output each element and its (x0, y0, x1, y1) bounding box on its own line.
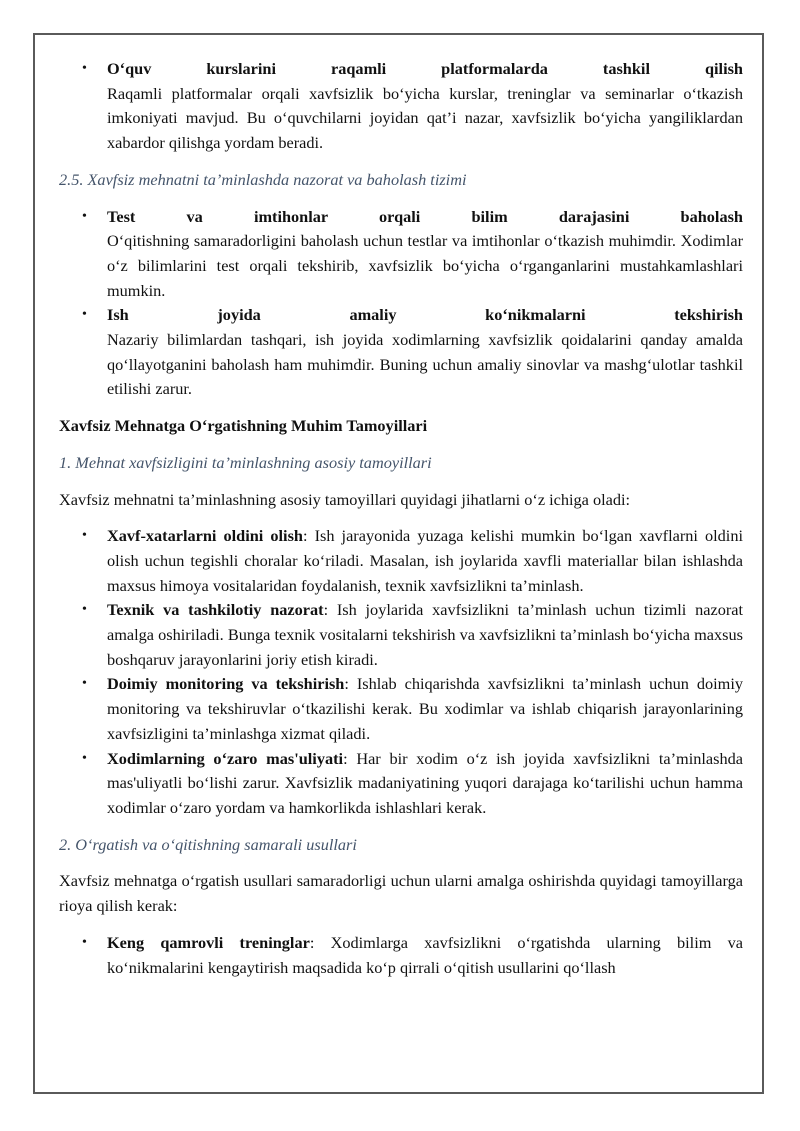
digital-platform-list (59, 57, 743, 156)
assessment-list (59, 205, 743, 403)
section-intro: Xavfsiz mehnatni ta’minlashning asosiy tamoyillari quyidagi jihatlarni o‘z ichiga oladi: (59, 489, 631, 509)
list-item-term: Xodimlarning o‘zaro mas'uliyati (107, 748, 344, 768)
principles-list (59, 524, 743, 820)
list-item-text: : Har bir xodim o‘z ish joyida xavfsizlikni ta’minlashda mas'uliyatli bo‘lishi zarur. Xavfsizlik madaniyatining yuqori darajaga ko‘tarilishi uchun hamma xodimlar o‘zaro yordam va hamkorlikda ishlashlari kerak. (107, 748, 743, 817)
list-item-term: Keng qamrovli treninglar (107, 932, 310, 952)
list-item (107, 598, 743, 672)
list-item (107, 57, 743, 156)
document-content (59, 57, 743, 980)
section-intro: Xavfsiz mehnatga o‘rgatish usullari samaradorligi uchun ularni amalga oshirishda quyidagi tamoyillarga rioya qilish kerak: (59, 871, 743, 916)
list-item-text: : Ish jarayonida yuzaga kelishi mumkin bo‘lgan xavflarni oldini olish uchun tegishli choralar ko‘riladi. Masalan, ish joylarida xavfli materiallar bilan ishlashda maxsus himoya vositalaridan foydalanish, texnik xavfsizlikni ta’minlash. (107, 526, 743, 595)
list-item-title: • Ish joyida amaliy ko‘nikmalarni tekshirish (107, 305, 743, 325)
list-item (107, 672, 743, 746)
list-item (107, 747, 743, 821)
list-item-text: : Ish joylarida xavfsizlikni ta’minlash uchun tizimli nazorat amalga oshiriladi. Bunga texnik vositalarni tekshirish va xavfsizlikni ta’minlash bo‘yicha maxsus boshqaruv jarayonlarini joriy etish kiradi. (107, 600, 743, 669)
list-item (107, 205, 743, 304)
list-item-term: Xavf-xatarlarni oldini olish (107, 526, 303, 546)
list-item-title: • O‘quv kurslarini raqamli platformalarda tashkil qilish (107, 59, 743, 78)
list-item-text: Raqamli platformalar orqali xavfsizlik bo‘yicha kurslar, treninglar va seminarlar o‘tkazish imkoniyati mavjud. Bu o‘quvchilarni joyidan qat’i nazar, xavfsizlik bo‘yicha yangiliklardan xabardor qilishga yordam beradi. (107, 83, 743, 153)
list-item-text: Nazariy bilimlardan tashqari, ish joyida xodimlarning xavfsizlik qoidalarini qanday amalda qo‘llayotganini baholash ham muhimdir. Buning uchun amaliy sinovlar va mashg‘ulotlar tashkil etilishi zarur. (107, 330, 743, 399)
list-item-title: • Test va imtihonlar orqali bilim darajasini baholash (107, 206, 743, 226)
list-item-term: Texnik va tashkilotiy nazorat (107, 600, 324, 620)
section-heading: 2. O‘rgatish va o‘qitishning samarali usullari (59, 834, 357, 854)
list-item (107, 303, 743, 402)
list-item-text: O‘qitishning samaradorligini baholash uchun testlar va imtihonlar o‘tkazish muhimdir. Xodimlar o‘z bilimlarini test orqali tekshirib, xavfsizlik bo‘yicha o‘rganganlarini mustahkamlashlari mumkin. (107, 231, 743, 300)
list-item-text: : Xodimlarga xavfsizlikni o‘rgatishda ularning bilim va ko‘nikmalarini kengaytirish maqsadida ko‘p qirrali o‘qitish usullarini qo‘llash (107, 932, 743, 977)
section-heading: 2.5. Xavfsiz mehnatni ta’minlashda nazorat va baholash tizimi (59, 169, 467, 189)
section-heading: 1. Mehnat xavfsizligini ta’minlashning asosiy tamoyillari (59, 452, 432, 472)
main-heading: Xavfsiz Mehnatga O‘rgatishning Muhim Tamoyillari (59, 416, 428, 436)
list-item (107, 931, 743, 980)
page-frame (33, 33, 764, 1094)
list-item (107, 524, 743, 598)
list-item-term: Doimiy monitoring va tekshirish (107, 674, 345, 694)
methods-list (59, 931, 743, 980)
list-item-text: : Ishlab chiqarishda xavfsizlikni ta’minlash uchun doimiy monitoring va tekshiruvlar o‘tkazilishi kerak. Bu xodimlar va ishlab chiqarish jarayonlarining xavfsizligini ta’minlashga xizmat qiladi. (107, 674, 743, 743)
